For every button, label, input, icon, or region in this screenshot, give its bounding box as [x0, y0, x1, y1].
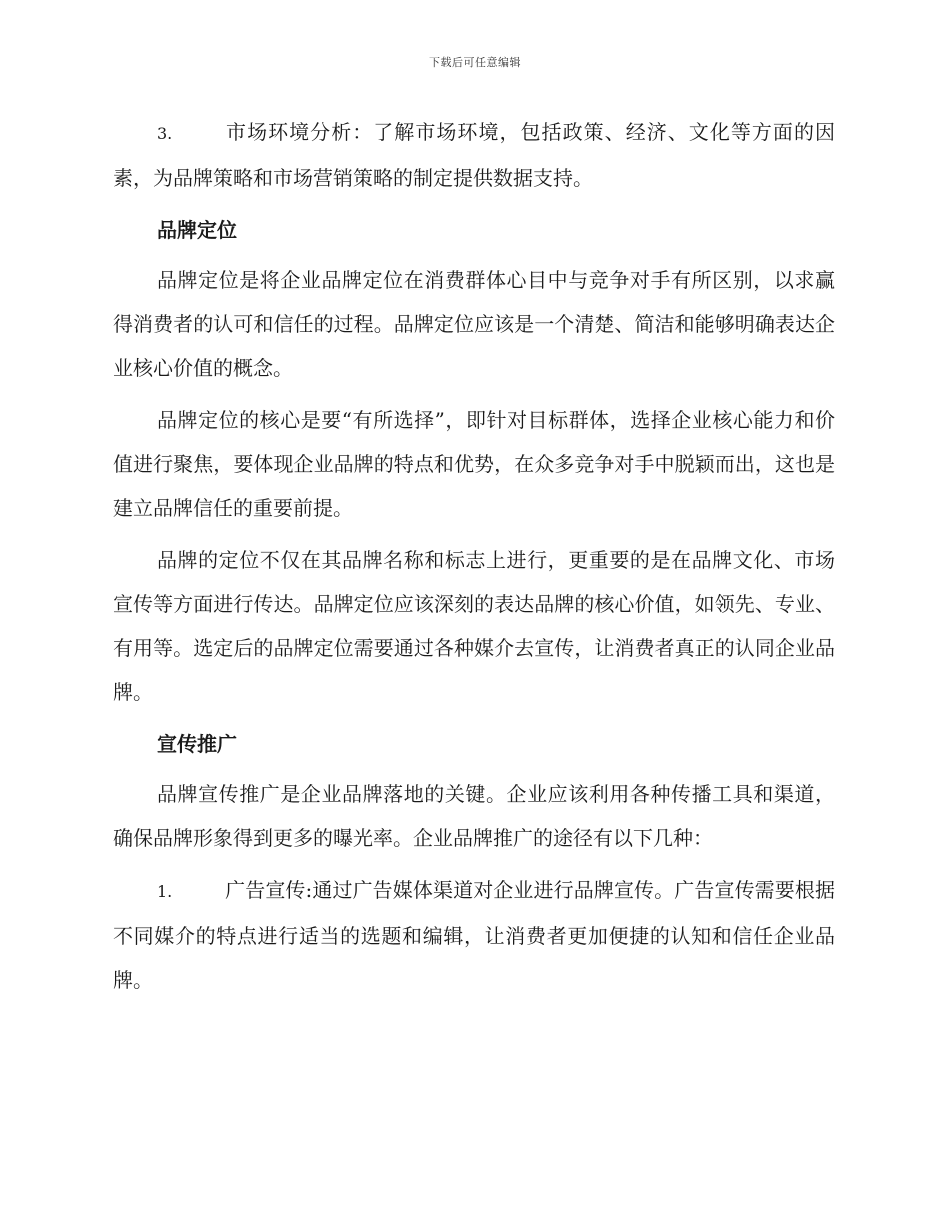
paragraph: 品牌的定位不仅在其品牌名称和标志上进行，更重要的是在品牌文化、市场宣传等方面进行传达。品牌定位应该深刻的表达品牌的核心价值，如领先、专业、有用等。选定后的品牌定位需要通过各种媒介去宣传，让消费者真正的认同企业品牌。: [113, 548, 835, 704]
paragraph: 品牌定位是将企业品牌定位在消费群体心目中与竞争对手有所区别，以求赢得消费者的认可和信任的过程。品牌定位应该是一个清楚、简洁和能够明确表达企业核心价值的概念。: [113, 268, 835, 380]
paragraph: 品牌定位的核心是要“有所选择”，即针对目标群体，选择企业核心能力和价值进行聚焦，要体现企业品牌的特点和优势，在众多竞争对手中脱颖而出，这也是建立品牌信任的重要前提。: [113, 408, 835, 520]
paragraph: 品牌宣传推广是企业品牌落地的关键。企业应该利用各种传播工具和渠道，确保品牌形象得到更多的曝光率。企业品牌推广的途径有以下几种：: [113, 782, 835, 850]
list-number: 3.: [157, 124, 173, 143]
list-item-3: [113, 110, 835, 200]
list-item-text: 广告宣传:通过广告媒体渠道对企业进行品牌宣传。广告宣传需要根据不同媒介的特点进行适当的选题和编辑，让消费者更加便捷的认知和信任企业品牌。: [113, 878, 835, 992]
list-number: 1.: [157, 882, 173, 901]
list-item-text: 市场环境分析：了解市场环境，包括政策、经济、文化等方面的因素，为品牌策略和市场营销策略的制定提供数据支持。: [113, 120, 835, 190]
section-heading-promotion: 宣传推广: [157, 732, 237, 756]
page-header: 下载后可任意编辑: [429, 56, 521, 69]
list-item-1: [113, 868, 835, 1002]
document-body: [113, 110, 835, 1004]
section-heading-brand-positioning: 品牌定位: [157, 218, 237, 242]
